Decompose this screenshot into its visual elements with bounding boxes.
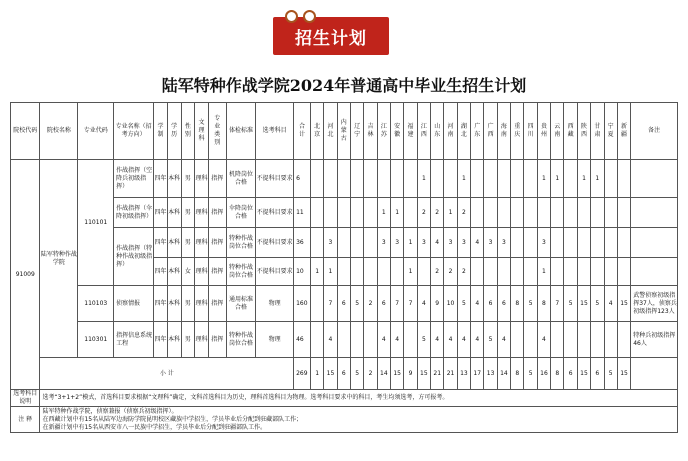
gender-cell: 女 (181, 258, 195, 286)
header-physical: 体检标准 (226, 103, 255, 160)
header-province: 西 藏 (564, 103, 577, 160)
province-quota-cell: 1 (551, 160, 564, 198)
header-province: 内 蒙 古 (337, 103, 350, 160)
province-quota-cell (577, 198, 590, 228)
province-quota-cell: 7 (391, 286, 404, 322)
education-cell: 本科 (167, 160, 181, 198)
province-quota-cell (617, 198, 630, 228)
province-quota-cell: 1 (377, 198, 390, 228)
province-quota-cell: 3 (324, 228, 337, 258)
subtotal-province-cell: 5 (604, 358, 617, 390)
province-quota-cell: 4 (471, 322, 484, 358)
subtotal-province-cell: 15 (324, 358, 337, 390)
province-quota-cell (551, 322, 564, 358)
subjects-cell: 物理 (256, 322, 294, 358)
province-quota-cell (604, 228, 617, 258)
province-quota-cell: 15 (617, 286, 630, 322)
province-quota-cell: 1 (417, 160, 430, 198)
province-quota-cell: 5 (591, 286, 604, 322)
subtotal-province-cell: 2 (364, 358, 377, 390)
province-quota-cell: 4 (471, 228, 484, 258)
province-quota-cell: 8 (511, 286, 524, 322)
province-quota-cell (484, 198, 497, 228)
province-quota-cell: 2 (417, 198, 430, 228)
header-province: 辽 宁 (350, 103, 363, 160)
province-quota-cell (577, 322, 590, 358)
total-cell: 10 (294, 258, 311, 286)
province-quota-cell: 5 (350, 286, 363, 322)
system-cell: 四年 (154, 228, 168, 258)
table-row (11, 286, 678, 322)
subtotal-province-cell: 5 (350, 358, 363, 390)
province-quota-cell (364, 160, 377, 198)
header-major-code: 专业代码 (78, 103, 114, 160)
major-name-cell: 作战指挥（伞降初级指挥） (114, 198, 154, 228)
province-quota-cell (591, 322, 604, 358)
total-cell: 6 (294, 160, 311, 198)
province-quota-cell: 4 (417, 286, 430, 322)
education-cell: 本科 (167, 198, 181, 228)
province-quota-cell: 3 (484, 228, 497, 258)
province-quota-cell (431, 160, 444, 198)
province-quota-cell (350, 160, 363, 198)
total-cell: 160 (294, 286, 311, 322)
province-quota-cell (310, 322, 323, 358)
header-province: 湖 北 (457, 103, 470, 160)
header-education: 学 历 (167, 103, 181, 160)
subjects-cell: 不提科目要求 (256, 258, 294, 286)
province-quota-cell (417, 258, 430, 286)
subtotal-province-cell: 5 (524, 358, 537, 390)
subtotal-province-cell: 8 (511, 358, 524, 390)
subtotal-province-cell: 6 (591, 358, 604, 390)
subtotal-province-cell: 21 (444, 358, 457, 390)
major-code-cell: 110103 (78, 286, 114, 322)
header-province: 海 南 (497, 103, 510, 160)
subject-note-text: 选考“3+1+2”模式，首选科目要求根据“文理科”确定，文科首选科目为历史，理科首选科目为物理。选考科目要求中的科目，考生均须选考，方可报考。 (40, 390, 678, 407)
province-quota-cell (377, 160, 390, 198)
province-quota-cell: 8 (537, 286, 550, 322)
province-quota-cell (511, 258, 524, 286)
province-quota-cell (404, 198, 417, 228)
province-quota-cell: 7 (324, 286, 337, 322)
subjects-cell: 物理 (256, 286, 294, 322)
header-province: 陕 西 (577, 103, 590, 160)
province-quota-cell (310, 228, 323, 258)
province-quota-cell (524, 198, 537, 228)
subtotal-province-cell: 17 (471, 358, 484, 390)
province-quota-cell (497, 160, 510, 198)
province-quota-cell (444, 160, 457, 198)
province-quota-cell: 2 (457, 198, 470, 228)
province-quota-cell: 1 (591, 160, 604, 198)
province-quota-cell (364, 322, 377, 358)
education-cell: 本科 (167, 228, 181, 258)
header-province: 重 庆 (511, 103, 524, 160)
province-quota-cell: 7 (551, 286, 564, 322)
education-cell: 本科 (167, 258, 181, 286)
province-quota-cell (617, 258, 630, 286)
major-code-cell: 110101 (78, 160, 114, 286)
province-quota-cell: 4 (444, 322, 457, 358)
province-quota-cell: 6 (337, 286, 350, 322)
header-province: 广 东 (471, 103, 484, 160)
province-quota-cell: 6 (484, 286, 497, 322)
province-quota-cell: 7 (404, 286, 417, 322)
province-quota-cell: 4 (537, 322, 550, 358)
subjects-cell: 不提科目要求 (256, 198, 294, 228)
province-quota-cell (524, 322, 537, 358)
province-quota-cell: 2 (364, 286, 377, 322)
education-cell: 本科 (167, 322, 181, 358)
province-quota-cell (337, 322, 350, 358)
total-cell: 36 (294, 228, 311, 258)
major-name-cell: 指挥信息系统工程 (114, 322, 154, 358)
province-quota-cell (337, 198, 350, 228)
province-quota-cell (471, 160, 484, 198)
province-quota-cell: 3 (391, 228, 404, 258)
province-quota-cell (471, 198, 484, 228)
province-quota-cell: 1 (404, 228, 417, 258)
subtotal-row (11, 358, 678, 390)
subtotal-province-cell: 15 (617, 358, 630, 390)
province-quota-cell (617, 322, 630, 358)
subject-note-row (11, 390, 678, 407)
subjects-cell: 不提科目要求 (256, 228, 294, 258)
header-province: 河 北 (324, 103, 337, 160)
subtotal-total: 269 (294, 358, 311, 390)
province-quota-cell (524, 228, 537, 258)
header-banner (273, 17, 389, 55)
subtotal-province-cell: 6 (337, 358, 350, 390)
header-province: 河 南 (444, 103, 457, 160)
system-cell: 四年 (154, 286, 168, 322)
province-quota-cell (511, 322, 524, 358)
subjects-cell: 不提科目要求 (256, 160, 294, 198)
province-quota-cell (337, 160, 350, 198)
arts-sci-cell: 理科 (195, 286, 209, 322)
header-school-code: 院校代码 (11, 103, 40, 160)
header-subjects: 选考科目 (256, 103, 294, 160)
enrollment-table (10, 102, 678, 433)
arts-sci-cell: 理科 (195, 258, 209, 286)
province-quota-cell (324, 160, 337, 198)
gender-cell: 男 (181, 322, 195, 358)
banner-title: 招生计划 (295, 29, 367, 49)
province-quota-cell (377, 258, 390, 286)
province-quota-cell (537, 198, 550, 228)
header-arts-sci: 文 理 科 (195, 103, 209, 160)
province-quota-cell (564, 258, 577, 286)
province-quota-cell (524, 258, 537, 286)
province-quota-cell: 1 (457, 160, 470, 198)
province-quota-cell: 5 (484, 322, 497, 358)
header-province: 山 东 (431, 103, 444, 160)
gender-cell: 男 (181, 160, 195, 198)
total-cell: 46 (294, 322, 311, 358)
header-province: 江 苏 (377, 103, 390, 160)
header-province: 安 徽 (391, 103, 404, 160)
subtotal-province-cell: 15 (417, 358, 430, 390)
header-province: 广 西 (484, 103, 497, 160)
province-quota-cell: 4 (497, 322, 510, 358)
province-quota-cell: 4 (431, 322, 444, 358)
header-gender: 性 别 (181, 103, 195, 160)
header-province: 贵 州 (537, 103, 550, 160)
province-quota-cell (551, 228, 564, 258)
province-quota-cell (497, 258, 510, 286)
province-quota-cell (404, 322, 417, 358)
province-quota-cell (484, 258, 497, 286)
remarks-note-text (40, 407, 678, 433)
province-quota-cell (564, 198, 577, 228)
province-quota-cell (391, 258, 404, 286)
province-quota-cell (324, 198, 337, 228)
major-type-cell: 指挥 (208, 258, 226, 286)
province-quota-cell (524, 160, 537, 198)
province-quota-cell: 1 (444, 198, 457, 228)
subtotal-province-cell: 14 (497, 358, 510, 390)
table-header-row (11, 103, 678, 160)
gender-cell: 男 (181, 198, 195, 228)
province-quota-cell (364, 258, 377, 286)
header-province: 江 西 (417, 103, 430, 160)
province-quota-cell: 1 (324, 258, 337, 286)
province-quota-cell: 1 (391, 198, 404, 228)
province-quota-cell: 4 (471, 286, 484, 322)
major-type-cell: 指挥 (208, 198, 226, 228)
province-quota-cell: 3 (417, 228, 430, 258)
subtotal-province-cell: 14 (377, 358, 390, 390)
province-quota-cell (471, 258, 484, 286)
table-row (11, 322, 678, 358)
major-name-cell: 作战指挥（空降兵初级指挥） (114, 160, 154, 198)
physical-cell: 伞降岗位合格 (226, 198, 255, 228)
note-line: 在新疆计划中有15名从西安市八一民族中学招生，学员毕业后分配到驻疆部队工作。 (42, 423, 267, 431)
province-quota-cell (511, 228, 524, 258)
header-province: 甘 肃 (591, 103, 604, 160)
province-quota-cell: 1 (404, 258, 417, 286)
major-name-cell: 作战指挥（特种作战初级指挥） (114, 228, 154, 286)
province-quota-cell: 4 (324, 322, 337, 358)
header-province: 吉 林 (364, 103, 377, 160)
gender-cell: 男 (181, 286, 195, 322)
province-quota-cell: 6 (497, 286, 510, 322)
province-quota-cell (591, 228, 604, 258)
subtotal-remark-cell (631, 358, 678, 390)
header-major-type: 专 业 类 别 (208, 103, 226, 160)
province-quota-cell: 1 (537, 258, 550, 286)
header-province: 福 建 (404, 103, 417, 160)
header-province: 北 京 (310, 103, 323, 160)
province-quota-cell: 4 (431, 228, 444, 258)
subtotal-province-cell: 8 (551, 358, 564, 390)
province-quota-cell: 1 (310, 258, 323, 286)
province-quota-cell (577, 228, 590, 258)
province-quota-cell: 9 (431, 286, 444, 322)
remark-cell (631, 160, 678, 198)
subtotal-province-cell: 16 (537, 358, 550, 390)
province-quota-cell (350, 228, 363, 258)
major-name-cell: 侦察情报 (114, 286, 154, 322)
province-quota-cell (310, 286, 323, 322)
province-quota-cell: 3 (457, 228, 470, 258)
subtotal-province-cell: 6 (564, 358, 577, 390)
province-quota-cell (617, 160, 630, 198)
province-quota-cell (350, 322, 363, 358)
province-quota-cell: 5 (564, 286, 577, 322)
province-quota-cell (497, 198, 510, 228)
subtotal-label: 小 计 (40, 358, 294, 390)
province-quota-cell: 4 (604, 286, 617, 322)
province-quota-cell: 3 (537, 228, 550, 258)
remark-cell (631, 228, 678, 258)
province-quota-cell (337, 228, 350, 258)
province-quota-cell: 3 (444, 228, 457, 258)
province-quota-cell: 10 (444, 286, 457, 322)
major-type-cell: 指挥 (208, 228, 226, 258)
header-school-name: 院校名称 (40, 103, 78, 160)
province-quota-cell (404, 160, 417, 198)
subtotal-province-cell: 15 (391, 358, 404, 390)
remark-cell: 武警侦察初级指挥37人，侦察兵初级指挥123人 (631, 286, 678, 322)
province-quota-cell: 2 (431, 198, 444, 228)
province-quota-cell: 4 (457, 322, 470, 358)
header-province: 宁 夏 (604, 103, 617, 160)
system-cell: 四年 (154, 160, 168, 198)
province-quota-cell (511, 160, 524, 198)
province-quota-cell (617, 228, 630, 258)
arts-sci-cell: 理科 (195, 322, 209, 358)
header-province: 云 南 (551, 103, 564, 160)
province-quota-cell (310, 160, 323, 198)
school-code-cell: 91009 (11, 160, 40, 390)
province-quota-cell: 5 (457, 286, 470, 322)
province-quota-cell: 4 (377, 322, 390, 358)
header-total: 合 计 (294, 103, 311, 160)
province-quota-cell: 4 (391, 322, 404, 358)
province-quota-cell (364, 198, 377, 228)
province-quota-cell: 2 (444, 258, 457, 286)
province-quota-cell: 15 (577, 286, 590, 322)
province-quota-cell (551, 198, 564, 228)
table-row (11, 160, 678, 198)
major-type-cell: 指挥 (208, 286, 226, 322)
major-type-cell: 指挥 (208, 160, 226, 198)
remark-cell (631, 198, 678, 228)
province-quota-cell: 1 (577, 160, 590, 198)
major-code-cell: 110301 (78, 322, 114, 358)
system-cell: 四年 (154, 198, 168, 228)
physical-cell: 机降岗位合格 (226, 160, 255, 198)
province-quota-cell (564, 322, 577, 358)
province-quota-cell: 3 (377, 228, 390, 258)
province-quota-cell (310, 198, 323, 228)
province-quota-cell (484, 160, 497, 198)
subtotal-province-cell: 15 (577, 358, 590, 390)
province-quota-cell: 5 (417, 322, 430, 358)
education-cell: 本科 (167, 286, 181, 322)
province-quota-cell (350, 198, 363, 228)
province-quota-cell (564, 228, 577, 258)
physical-cell: 特种作战岗位合格 (226, 228, 255, 258)
province-quota-cell (604, 198, 617, 228)
province-quota-cell: 6 (377, 286, 390, 322)
header-major-name: 专业名称（招考方向） (114, 103, 154, 160)
remark-cell (631, 258, 678, 286)
province-quota-cell (350, 258, 363, 286)
province-quota-cell: 3 (497, 228, 510, 258)
physical-cell: 通用标准合格 (226, 286, 255, 322)
table-body (11, 160, 678, 433)
province-quota-cell (391, 160, 404, 198)
subtotal-province-cell: 9 (404, 358, 417, 390)
total-cell: 11 (294, 198, 311, 228)
province-quota-cell: 2 (431, 258, 444, 286)
physical-cell: 特种作战岗位合格 (226, 322, 255, 358)
province-quota-cell (604, 258, 617, 286)
note-line: 陆军特种作战学院，侦察兼报（侦察兵初级指挥）。 (42, 407, 178, 415)
province-quota-cell (511, 198, 524, 228)
province-quota-cell (604, 322, 617, 358)
province-quota-cell (564, 160, 577, 198)
province-quota-cell (604, 160, 617, 198)
gender-cell: 男 (181, 228, 195, 258)
subtotal-province-cell: 1 (310, 358, 323, 390)
physical-cell: 特种作战岗位合格 (226, 258, 255, 286)
major-type-cell: 指挥 (208, 322, 226, 358)
province-quota-cell: 2 (457, 258, 470, 286)
province-quota-cell (337, 258, 350, 286)
province-quota-cell: 5 (524, 286, 537, 322)
arts-sci-cell: 理科 (195, 198, 209, 228)
province-quota-cell (364, 228, 377, 258)
province-quota-cell: 1 (537, 160, 550, 198)
note-line: 在西藏计划中有15名从陆军边海防学院昆明校区藏族中学招生，学员毕业后分配到驻藏部队工作； (42, 415, 303, 423)
subtotal-province-cell: 13 (484, 358, 497, 390)
arts-sci-cell: 理科 (195, 228, 209, 258)
remark-cell: 特种兵初级指挥46人 (631, 322, 678, 358)
header-system: 学 制 (154, 103, 168, 160)
remarks-note-row (11, 407, 678, 433)
province-quota-cell (591, 258, 604, 286)
arts-sci-cell: 理科 (195, 160, 209, 198)
header-province: 新 疆 (617, 103, 630, 160)
province-quota-cell (551, 258, 564, 286)
subject-note-label: 选考科目说明 (11, 390, 40, 407)
document-title: 陆军特种作战学院2024年普通高中毕业生招生计划 (161, 76, 527, 95)
system-cell: 四年 (154, 258, 168, 286)
province-quota-cell (591, 198, 604, 228)
subtotal-province-cell: 13 (457, 358, 470, 390)
remarks-note-label: 注 释 (11, 407, 40, 433)
system-cell: 四年 (154, 322, 168, 358)
school-name-cell: 陆军特种作战学院 (40, 160, 78, 358)
header-province: 四 川 (524, 103, 537, 160)
subtotal-province-cell: 21 (431, 358, 444, 390)
province-quota-cell (577, 258, 590, 286)
header-remarks: 备注 (631, 103, 678, 160)
